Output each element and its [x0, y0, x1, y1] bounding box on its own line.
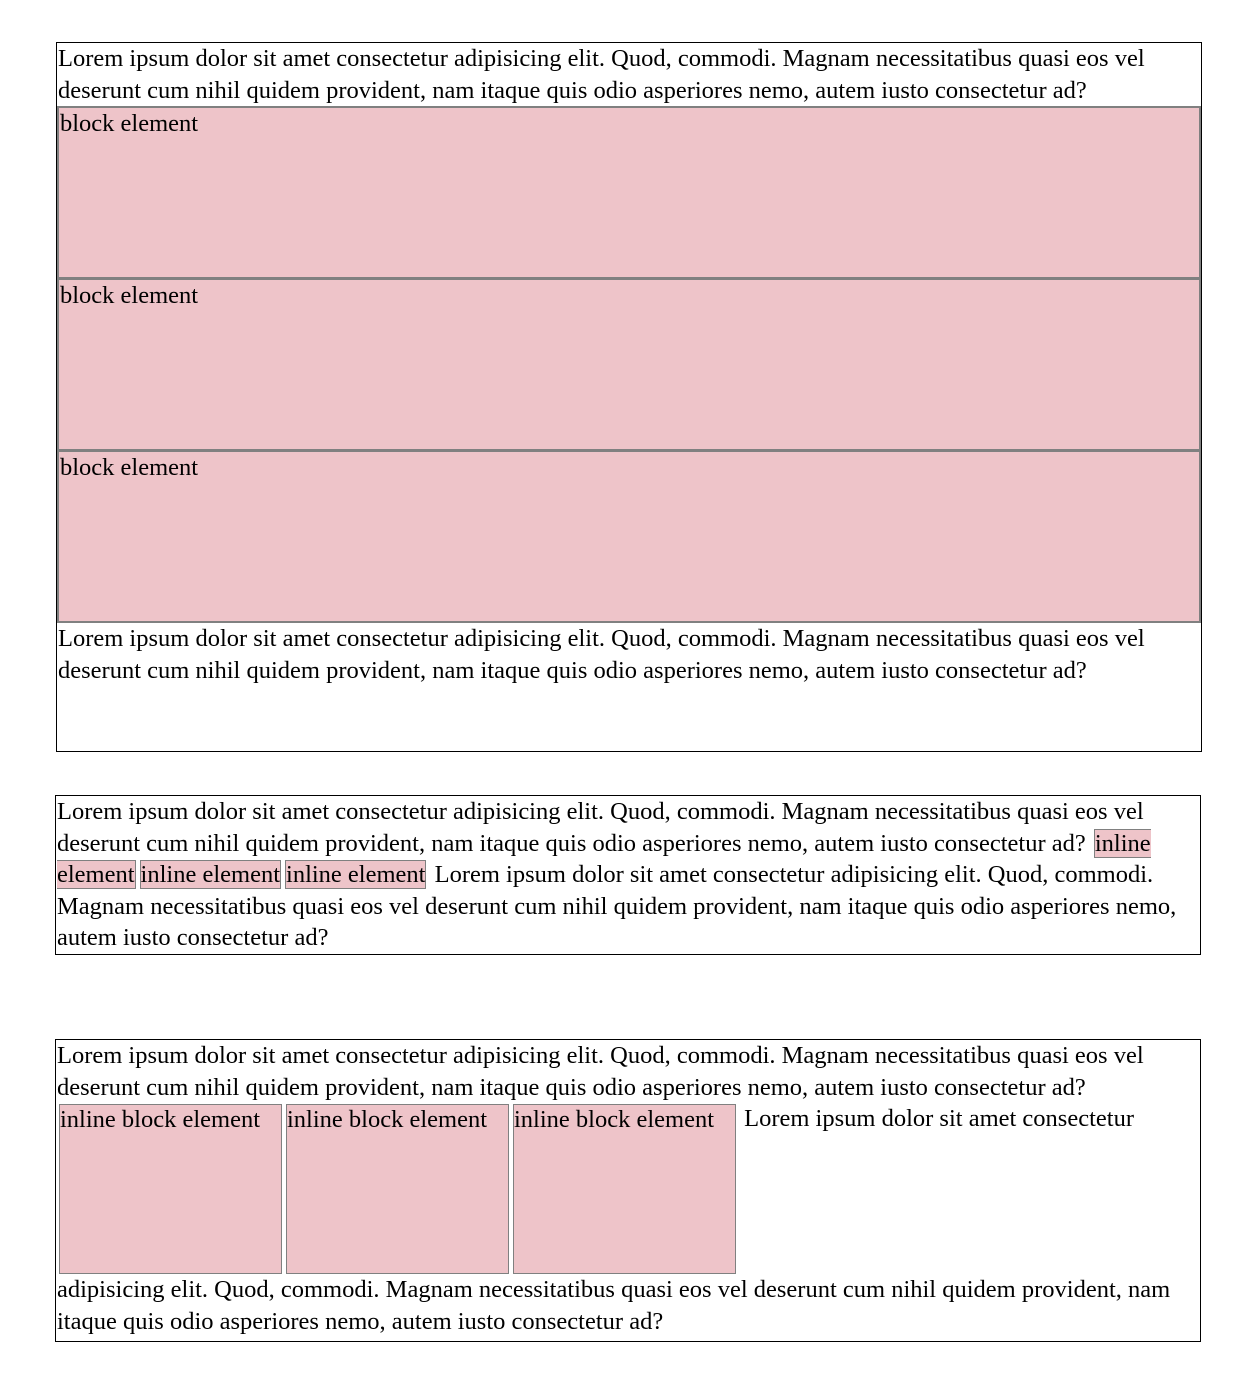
inline-block-element-1: inline block element — [59, 1104, 282, 1274]
block-element-label: block element — [60, 110, 199, 137]
inline-element-1: inline element — [57, 829, 1151, 888]
paragraph-text-before: Lorem ipsum dolor sit amet consectetur adipisicing elit. Quod, commodi. Magnam necessitatibus quasi eos vel deserunt cum nihil quidem provident, nam itaque quis odio asperiores nemo, autem iusto consectetur ad? — [57, 1042, 1144, 1101]
paragraph-text-after: Lorem ipsum dolor sit amet consectetur adipisicing elit. Quod, commodi. Magnam necessitatibus quasi eos vel deserunt cum nihil quidem provident, nam itaque quis odio asperiores nemo, autem iusto consectetur ad? — [58, 625, 1145, 684]
block-element-2 — [57, 278, 1201, 451]
block-element-3 — [57, 450, 1201, 623]
inline-block-demo-container — [55, 1039, 1201, 1342]
block-demo-container — [56, 42, 1202, 752]
paragraph-text-before: Lorem ipsum dolor sit amet consectetur adipisicing elit. Quod, commodi. Magnam necessitatibus quasi eos vel deserunt cum nihil quidem provident, nam itaque quis odio asperiores nemo, autem iusto consectetur ad? — [57, 798, 1144, 857]
inline-element-2: inline element — [140, 861, 281, 888]
block-element-1 — [57, 106, 1201, 279]
block-element-label: block element — [60, 282, 199, 309]
inline-block-element-2: inline block element — [286, 1104, 509, 1274]
paragraph-text-after: Lorem ipsum dolor sit amet consectetur adipisicing elit. Quod, commodi. Magnam necessitatibus quasi eos vel deserunt cum nihil quidem provident, nam itaque quis odio asperiores nemo, autem iusto consectetur ad? — [57, 861, 1177, 951]
inline-block-element-3: inline block element — [513, 1104, 736, 1274]
block-element-label: block element — [60, 454, 199, 481]
inline-demo-container — [55, 795, 1201, 955]
paragraph-text-before: Lorem ipsum dolor sit amet consectetur adipisicing elit. Quod, commodi. Magnam necessitatibus quasi eos vel deserunt cum nihil quidem provident, nam itaque quis odio asperiores nemo, autem iusto consectetur ad? — [58, 45, 1145, 104]
inline-element-3: inline element — [286, 861, 426, 888]
paragraph-text-after: Lorem ipsum dolor sit amet consectetur adipisicing elit. Quod, commodi. Magnam necessitatibus quasi eos vel deserunt cum nihil quidem provident, nam itaque quis odio asperiores nemo, autem iusto consectetur ad? — [57, 1105, 1171, 1335]
